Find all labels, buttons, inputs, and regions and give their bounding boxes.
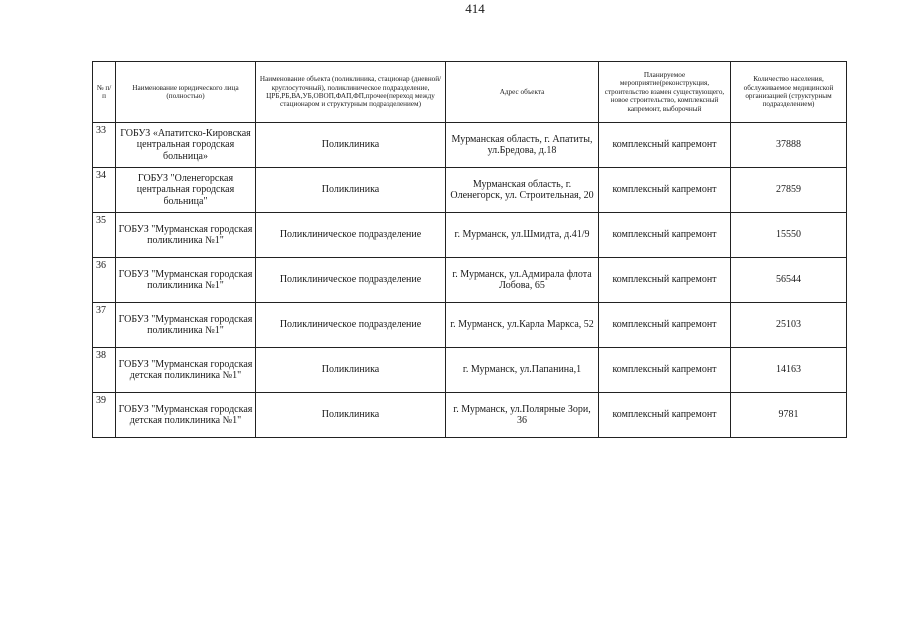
row-measure: комплексный капремонт <box>599 348 731 393</box>
row-organization: ГОБУЗ «Апатитско-Кировская центральная городская больница» <box>116 123 256 168</box>
row-address: Мурманская область, г. Апатиты, ул.Бредова, д.18 <box>446 123 599 168</box>
row-address: г. Мурманск, ул.Карла Маркса, 52 <box>446 303 599 348</box>
table-row <box>93 258 847 303</box>
row-address: г. Мурманск, ул.Адмирала флота Лобова, 65 <box>446 258 599 303</box>
table-row <box>93 303 847 348</box>
row-address: Мурманская область, г. Оленегорск, ул. Строительная, 20 <box>446 168 599 213</box>
table-row <box>93 348 847 393</box>
header-measure: Планируемое мероприятие(реконструкция, строительство взамен существующего, новое строительство, комплексный капремонт, выборочный <box>599 62 731 123</box>
row-object: Поликлиника <box>256 348 446 393</box>
row-organization: ГОБУЗ "Мурманская городская детская поликлиника №1" <box>116 393 256 438</box>
row-organization: ГОБУЗ "Мурманская городская детская поликлиника №1" <box>116 348 256 393</box>
row-number: 36 <box>93 258 116 303</box>
row-population: 25103 <box>731 303 847 348</box>
row-population: 14163 <box>731 348 847 393</box>
row-measure: комплексный капремонт <box>599 168 731 213</box>
row-number: 33 <box>93 123 116 168</box>
row-measure: комплексный капремонт <box>599 258 731 303</box>
row-measure: комплексный капремонт <box>599 213 731 258</box>
row-organization: ГОБУЗ "Мурманская городская поликлиника №1" <box>116 303 256 348</box>
row-population: 15550 <box>731 213 847 258</box>
row-address: г. Мурманск, ул.Полярные Зори, 36 <box>446 393 599 438</box>
row-population: 9781 <box>731 393 847 438</box>
page-number: 414 <box>465 1 485 16</box>
row-population: 56544 <box>731 258 847 303</box>
table-row <box>93 393 847 438</box>
row-measure: комплексный капремонт <box>599 123 731 168</box>
row-object: Поликлиническое подразделение <box>256 258 446 303</box>
row-population: 37888 <box>731 123 847 168</box>
row-object: Поликлиника <box>256 168 446 213</box>
header-organization: Наименование юридического лица (полностью) <box>116 62 256 123</box>
row-organization: ГОБУЗ "Мурманская городская поликлиника №1" <box>116 213 256 258</box>
row-population: 27859 <box>731 168 847 213</box>
header-population: Количество населения, обслуживаемое медицинской организацией (структурным подразделением) <box>731 62 847 123</box>
row-object: Поликлиника <box>256 393 446 438</box>
row-number: 37 <box>93 303 116 348</box>
row-organization: ГОБУЗ "Оленегорская центральная городская больница" <box>116 168 256 213</box>
row-measure: комплексный капремонт <box>599 303 731 348</box>
row-number: 35 <box>93 213 116 258</box>
row-number: 38 <box>93 348 116 393</box>
table-row <box>93 213 847 258</box>
row-object: Поликлиника <box>256 123 446 168</box>
objects-table <box>92 61 847 438</box>
header-address: Адрес объекта <box>446 62 599 123</box>
table-row <box>93 123 847 168</box>
row-object: Поликлиническое подразделение <box>256 213 446 258</box>
table-row <box>93 168 847 213</box>
header-number: № п/п <box>93 62 116 123</box>
row-number: 34 <box>93 168 116 213</box>
row-address: г. Мурманск, ул.Шмидта, д.41/9 <box>446 213 599 258</box>
row-number: 39 <box>93 393 116 438</box>
row-organization: ГОБУЗ "Мурманская городская поликлиника №1" <box>116 258 256 303</box>
row-address: г. Мурманск, ул.Папанина,1 <box>446 348 599 393</box>
row-measure: комплексный капремонт <box>599 393 731 438</box>
table-header-row <box>93 62 847 123</box>
header-object: Наименование объекта (поликлиника, стационар (дневной/круглосуточный), поликлиническое подразделение, ЦРБ,РБ,ВА,УБ,ОВОП,ФАП,ФП,прочее(переход между стационаром и структурным подразделением) <box>256 62 446 123</box>
row-object: Поликлиническое подразделение <box>256 303 446 348</box>
